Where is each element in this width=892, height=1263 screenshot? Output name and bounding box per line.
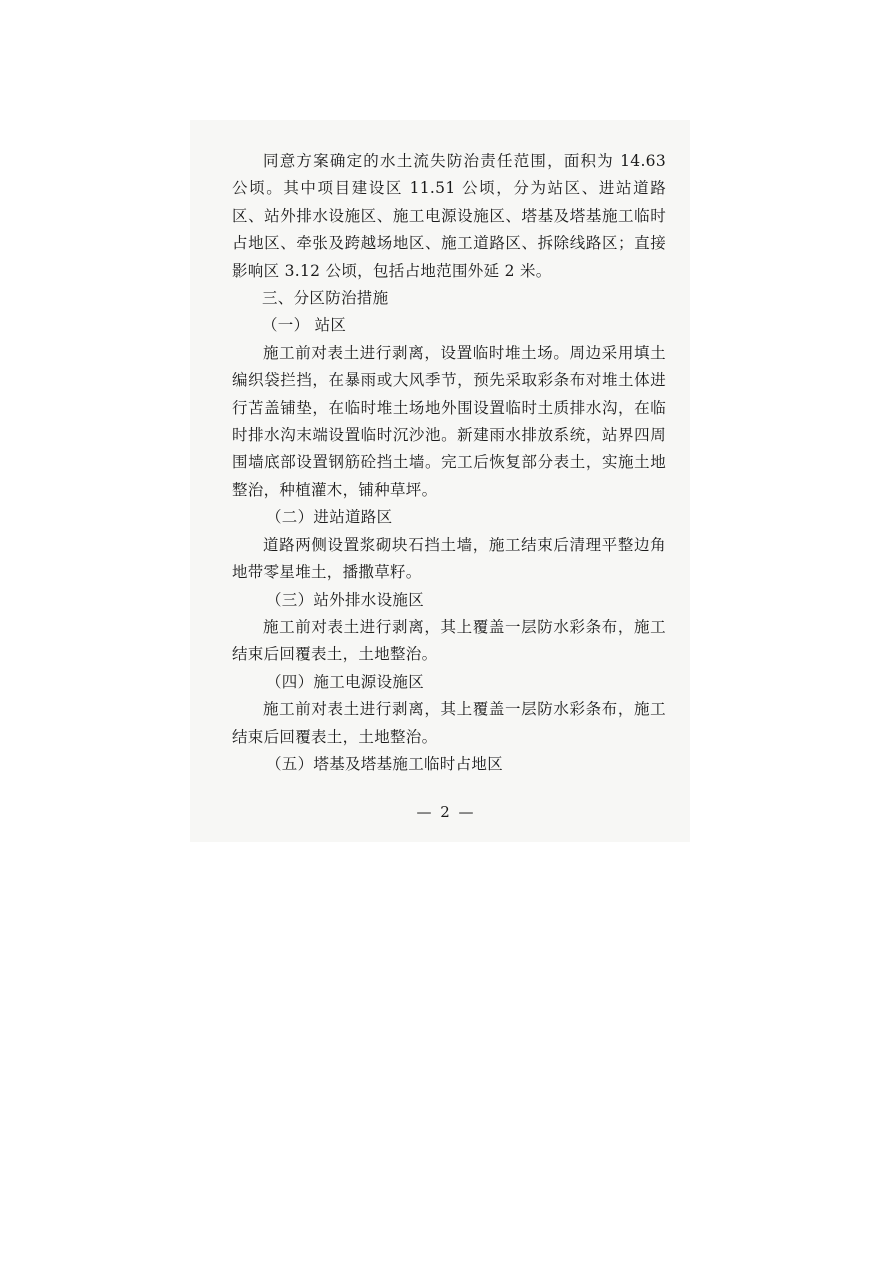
section-heading-zoned-measures: 三、分区防治措施 (262, 289, 389, 308)
page-number: — 2 — (416, 803, 476, 821)
paragraph-station-zone: 施工前对表土进行剥离，设置临时堆土场。周边采用填土编织袋拦挡，在暴雨或大风季节，预先采取彩条布对堆土体进行苫盖铺垫，在临时堆土场地外围设置临时土质排水沟，在临时排水沟末端设置临时沉沙池。新建雨水排放系统，站界四周围墙底部设置钢筋砼挡土墙。完工后恢复部分表土，实施土地整治，种植灌木，铺种草坪。 (232, 343, 666, 499)
subheading-tower-foundation-zone: （五）塔基及塔基施工临时占地区 (266, 754, 504, 773)
subheading-drainage-zone: （三）站外排水设施区 (266, 590, 425, 609)
subheading-access-road-zone: （二）进站道路区 (266, 508, 393, 527)
paragraph-power-supply-zone: 施工前对表土进行剥离，其上覆盖一层防水彩条布，施工结束后回覆表土，土地整治。 (232, 700, 666, 746)
document-body (232, 148, 666, 778)
paragraph-responsibility-scope: 同意方案确定的水土流失防治责任范围，面积为 14.63 公顷。其中项目建设区 11.51 公顷，分为站区、进站道路区、站外排水设施区、施工电源设施区、塔基及塔基施工临时占地区、牵张及跨越场地区、施工道路区、拆除线路区；直接影响区 3.12 公顷，包括占地范围外延 2 米。 (232, 152, 666, 280)
paragraph-access-road-zone: 道路两侧设置浆砌块石挡土墙，施工结束后清理平整边角地带零星堆土，播撒草籽。 (232, 535, 666, 582)
paragraph-drainage-zone: 施工前对表土进行剥离，其上覆盖一层防水彩条布，施工结束后回覆表土，土地整治。 (232, 617, 666, 664)
subheading-station-zone: （一） 站区 (262, 316, 347, 335)
subheading-power-supply-zone: （四）施工电源设施区 (266, 672, 425, 691)
